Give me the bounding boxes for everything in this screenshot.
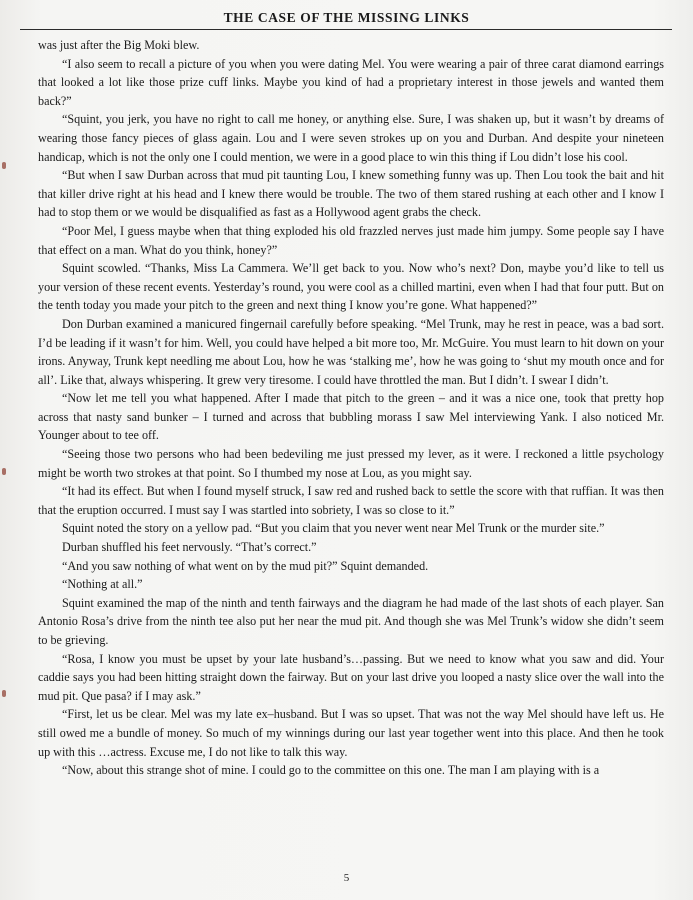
paragraph: Squint examined the map of the ninth and tenth fairways and the diagram he had made of the last shots of each player. San Antonio Rosa’s drive from the ninth tee also put her near the mud pit. And though she was Mel Trunk’s widow she didn’t seem to be grieving.	[38, 595, 664, 647]
paragraph: “Nothing at all.”	[62, 577, 143, 592]
binder-hole-mark	[2, 468, 6, 475]
paragraph: “Rosa, I know you must be upset by your late husband’s…passing. But we need to know what you saw and did. Your caddie says you had been hitting straight down the fairway. But on your last drive you looped a nasty slice over the wall into the mud pit. Que pasa? if I may ask.”	[38, 651, 664, 703]
header-rule	[20, 29, 672, 30]
story-text	[38, 36, 664, 780]
paragraph: Don Durban examined a manicured fingernail carefully before speaking. “Mel Trunk, may he rest in peace, was a bad sort. I’d be leading if it wasn’t for him. Well, you could have helped a bit more too, Mr. McGuire. You must learn to hit down on your irons. Anyway, Trunk kept needling me about Lou, how he was ‘stalking me’, how he was going to ‘shut my mouth once and for all’. Like that, always whispering. It grew very tiresome. I could have throttled the man. But I didn’t. I swear I didn’t.	[38, 316, 664, 387]
paragraph: “Squint, you jerk, you have no right to call me honey, or anything else. Sure, I was shaken up, but it wasn’t by dreams of wearing those fancy pieces of glass again. Lou and I were seven strokes up on you and Durban. And despite your nineteen handicap, which is not the only one I could mention, we were in a good place to win this thing if Lou didn’t lose his cool.	[38, 112, 664, 164]
binder-hole-mark	[2, 690, 6, 697]
paragraph: was just after the Big Moki blew.	[38, 38, 200, 52]
paragraph: Squint scowled. “Thanks, Miss La Cammera. We’ll get back to you. Now who’s next? Don, maybe you’d like to tell us your version of these recent events. Yesterday’s round, you were cool as a chilled martini, even when I had that four putt. But on the tenth today you made your pitch to the green and next thing I know you’re gone. What happened?”	[38, 261, 664, 313]
paragraph: “It had its effect. But when I found myself struck, I saw red and rushed back to settle the score with that ruffian. It was then that the eruption occurred. I must say I was startled into sobriety, I was so close to it.”	[38, 484, 664, 517]
paragraph: “And you saw nothing of what went on by the mud pit?” Squint demanded.	[62, 558, 429, 573]
running-head-title: THE CASE OF THE MISSING LINKS	[223, 10, 470, 25]
paragraph: Squint noted the story on a yellow pad. “But you claim that you never went near Mel Trunk or the murder site.”	[62, 521, 605, 536]
paragraph: “I also seem to recall a picture of you when you were dating Mel. You were wearing a pair of three carat diamond earrings that looked a lot like those prize cuff links. Maybe you kind of had a proprietary interest in those jewels and wanted them back?”	[38, 56, 664, 108]
paragraph: “Now, about this strange shot of mine. I could go to the committee on this one. The man I am playing with is a	[62, 763, 600, 778]
paragraph: “Seeing those two persons who had been bedeviling me just pressed my lever, as it were. I reckoned a little psychology might be worth two strokes at that point. So I thumbed my nose at Lou, as you might say.	[38, 447, 664, 480]
paragraph: “But when I saw Durban across that mud pit taunting Lou, I knew something funny was up. Then Lou took the bait and hit that killer drive right at his head and I knew there would be trouble. The two of them stared rushing at each other and I know I had to stop them or we would be disqualified as fast as a Hollywood agent grabs the check.	[38, 168, 664, 220]
paragraph: “Poor Mel, I guess maybe when that thing exploded his old frazzled nerves just made him jumpy. Some people say I have that effect on a man. What do you think, honey?”	[38, 223, 664, 257]
paragraph: Durban shuffled his feet nervously. “That’s correct.”	[62, 540, 317, 555]
binder-hole-mark	[2, 162, 6, 169]
paragraph: “Now let me tell you what happened. After I made that pitch to the green – and it was a nice one, took that pretty hop across that nasty sand bunker – I turned and across that bubbling morass I saw Mel interviewing Yank. I also noticed Mr. Younger about to tee off.	[38, 391, 664, 443]
paragraph: “First, let us be clear. Mel was my late ex–husband. But I was so upset. That was not the way Mel should have left us. He still owed me a bundle of money. So much of my winnings during our last year together went into this place. And then he took up with this …actress. Excuse me, I do not like to talk this way.	[38, 707, 664, 759]
page-number: 5	[343, 872, 350, 884]
